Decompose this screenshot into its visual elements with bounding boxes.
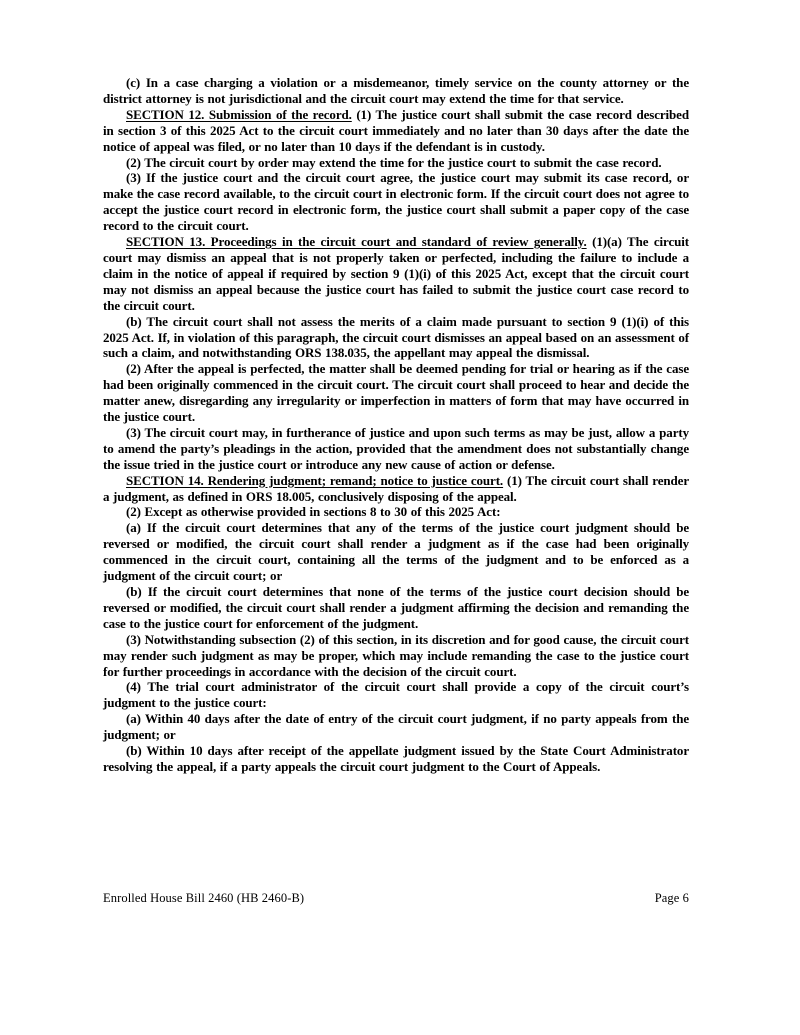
paragraph-text: (1) The circuit court shall render a judgment, as defined in ORS 18.005, conclusively disposing of the appeal. [103,472,689,504]
paragraph-text: (4) The trial court administrator of the circuit court shall provide a copy of the circuit court’s judgment to the justice court: [103,679,689,711]
section-heading: SECTION 14. Rendering judgment; remand; notice to justice court. [126,472,504,488]
paragraph [103,743,689,775]
paragraph-text: (c) In a case charging a violation or a misdemeanor, timely service on the county attorney or the district attorney is not jurisdictional and the circuit court may extend the time for that service. [103,75,689,106]
footer-page-number: Page 6 [654,891,689,905]
footer-bill-title: Enrolled House Bill 2460 (HB 2460-B) [103,891,305,905]
paragraph [103,520,689,584]
paragraph-text: (1)(a) The circuit court may dismiss an appeal that is not properly taken or perfected, including the failure to include a claim in the notice of appeal if required by section 9 (1)(i) of this 2025 Act, except that the circuit court may not dismiss an appeal because the justice court has failed to submit the justice court case record to the circuit court. [103,234,690,313]
paragraph-text: (3) Notwithstanding subsection (2) of this section, in its discretion and for good cause, the circuit court may render such judgment as may be proper, which may include remanding the case to the justice court for further proceedings in accordance with the decision of the circuit court. [103,631,689,679]
paragraph-text: (b) The circuit court shall not assess the merits of a claim made pursuant to section 9 (1)(i) of this 2025 Act. If, in violation of this paragraph, the circuit court dismisses an appeal based on an assessment of such a claim, and notwithstanding ORS 138.035, the appellant may appeal the dismissal. [103,313,689,361]
paragraph [103,75,689,107]
paragraph-text: (a) If the circuit court determines that any of the terms of the justice court judgment should be reversed or modified, the circuit court shall render a judgment as if the case had been originally commenced in the circuit court, containing all the terms of the judgment and to be enforced as a judgment of the circuit court; or [103,520,689,584]
paragraph-text: (b) Within 10 days after receipt of the appellate judgment issued by the State Court Administrator resolving the appeal, if a party appeals the circuit court judgment to the Court of Appeals. [103,743,689,774]
paragraph [103,473,689,505]
paragraph [103,155,689,171]
paragraph [103,425,689,473]
paragraph [103,314,689,362]
paragraph-text: (1) The justice court shall submit the case record described in section 3 of this 2025 Act to the circuit court immediately and no later than 30 days after the date the notice of appeal was filed, or no later than 10 days if the defendant is in custody. [103,106,689,154]
paragraph-text: (b) If the circuit court determines that none of the terms of the justice court decision should be reversed or modified, the circuit court shall render a judgment affirming the decision and remanding the case to the justice court for enforcement of the judgment. [103,584,689,631]
paragraph [103,632,689,680]
paragraph-text: (a) Within 40 days after the date of entry of the circuit court judgment, if no party appeals from the judgment; or [103,711,689,743]
paragraph [103,361,689,425]
paragraph [103,584,689,632]
paragraph [103,711,689,743]
section-heading: SECTION 12. Submission of the record. [126,106,352,122]
paragraph-text: (2) After the appeal is perfected, the matter shall be deemed pending for trial or hearing as if the case had been originally commenced in the circuit court. The circuit court shall proceed to hear and decide the matter anew, disregarding any irregularity or imperfection in matters of form that may have occurred in the justice court. [103,361,689,425]
paragraph-text: (3) If the justice court and the circuit court agree, the justice court may submit its case record, or make the case record available, to the circuit court in electronic form. If the circuit court does not agree to accept the justice court record in electronic form, the justice court shall submit a paper copy of the case record to the circuit court. [103,170,689,234]
paragraph [103,679,689,711]
paragraph-text: (2) Except as otherwise provided in sections 8 to 30 of this 2025 Act: [126,504,501,520]
paragraph [103,170,689,234]
paragraph [103,107,689,155]
section-heading: SECTION 13. Proceedings in the circuit court and standard of review generally. [126,234,587,250]
paragraph [103,234,689,314]
paragraph-text: (2) The circuit court by order may extend the time for the justice court to submit the case record. [126,154,662,170]
document-body [103,75,689,775]
paragraph-text: (3) The circuit court may, in furtherance of justice and upon such terms as may be just, allow a party to amend the party’s pleadings in the action, provided that the amendment does not substantially change the issue tried in the justice court or introduce any new cause of action or defense. [103,424,689,472]
paragraph [103,504,689,520]
page-footer [103,891,689,906]
